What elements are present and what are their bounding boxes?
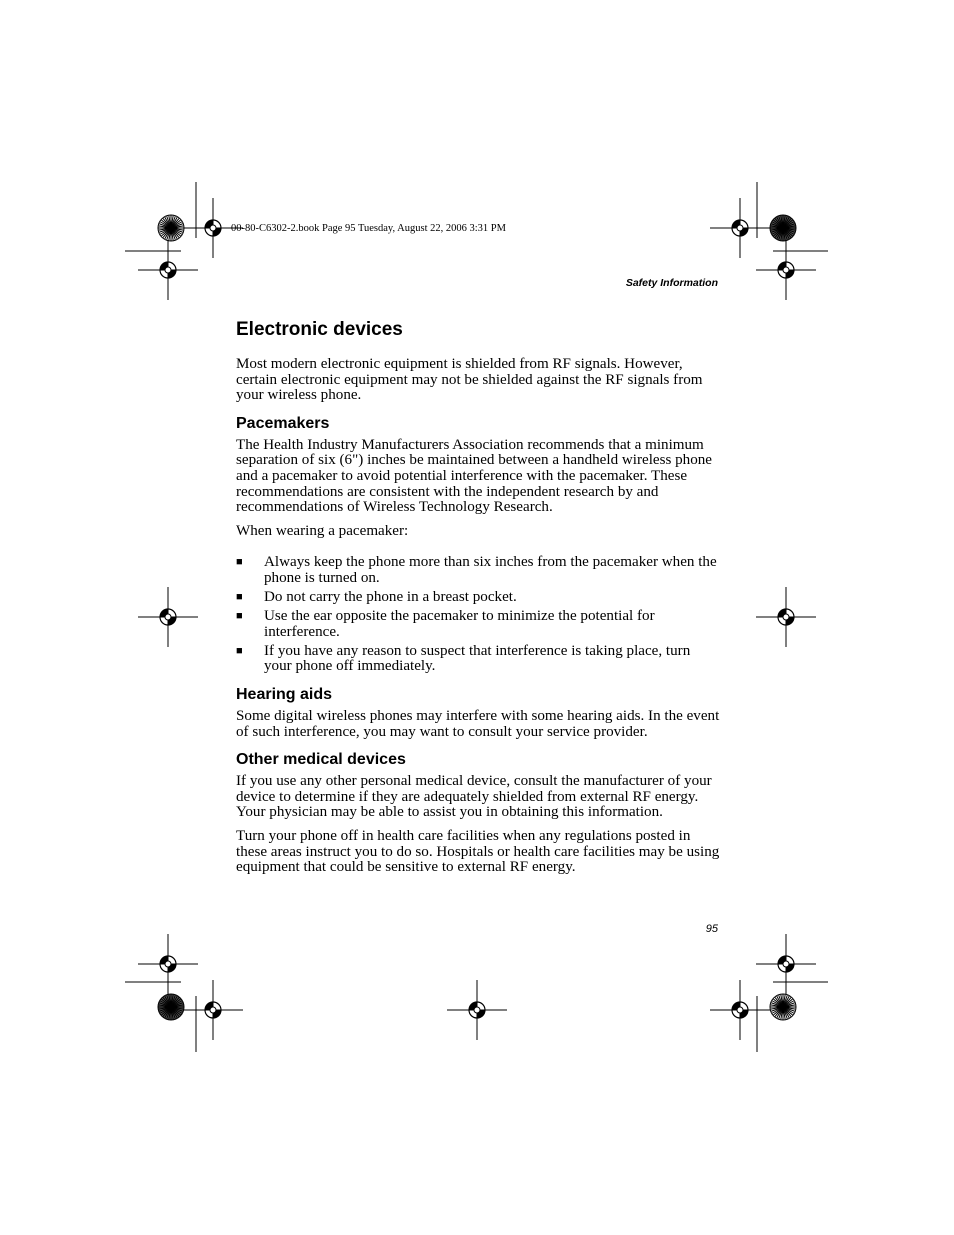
pacemakers-intro-list: When wearing a pacemaker: — [236, 522, 409, 539]
bullet-icon: ■ — [236, 556, 243, 569]
running-head: Safety Information — [625, 277, 718, 289]
registration-center — [165, 267, 171, 273]
starburst-center — [781, 226, 785, 230]
hearing-aids-heading: Hearing aids — [236, 686, 333, 703]
bullet-icon: ■ — [236, 591, 243, 604]
pacemakers-heading: Pacemakers — [236, 414, 330, 432]
starburst-center — [169, 226, 173, 230]
bullet-icon: ■ — [236, 610, 243, 623]
pacemakers-paragraph: The Health Industry Manufacturers Association recommends that a minimum separation of six (6") inches be maintained between a handheld wireless phone and a pacemaker to avoid potential interference with the pacemaker. These recommendations are consistent with the independent research by and recommendations of Wireless Technology Research. — [236, 436, 713, 516]
list-item: ■ If you have any reason to suspect that interference is taking place, turn your phone off immediately. — [236, 642, 691, 675]
pacemaker-bullet-list — [236, 555, 720, 675]
list-item: ■ Always keep the phone more than six inches from the pacemaker when the phone is turned on. — [236, 554, 717, 586]
intro-paragraph: Most modern electronic equipment is shielded from RF signals. However, certain electronic equipment may not be shielded against the RF signals from your wireless phone. — [236, 356, 703, 404]
list-item: ■ Use the ear opposite the pacemaker to minimize the potential for interference. — [236, 608, 655, 640]
other-medical-paragraph: If you use any other personal medical device, consult the manufacturer of your device to determine if they are adequately shielded from external RF energy. Your physician may be able to assist you in obtaining this information. — [236, 773, 712, 821]
page-title: Electronic devices — [236, 319, 403, 340]
registration-center — [783, 961, 789, 967]
registration-center — [783, 614, 789, 620]
registration-center — [783, 267, 789, 273]
starburst-center — [781, 1005, 785, 1009]
registration-center — [210, 225, 216, 231]
list-item: ■ Do not carry the phone in a breast pocket. — [236, 589, 517, 606]
hearing-aids-paragraph: Some digital wireless phones may interfere with some hearing aids. In the event of such interference, you may want to consult your service provider. — [236, 708, 720, 740]
registration-center — [737, 1007, 743, 1013]
registration-center — [210, 1007, 216, 1013]
bullet-icon: ■ — [236, 644, 243, 657]
other-medical-heading: Other medical devices — [236, 751, 406, 769]
registration-center — [165, 961, 171, 967]
page-content — [236, 318, 720, 876]
registration-center — [474, 1007, 480, 1013]
starburst-center — [169, 1005, 173, 1009]
registration-center — [165, 614, 171, 620]
page-number: 95 — [705, 923, 718, 935]
health-care-paragraph: Turn your phone off in health care facilities when any regulations posted in these areas instruct you to do so. Hospitals or health care facilities may be using equipment that could be sensitive to external RF energy. — [236, 827, 720, 876]
registration-center — [737, 225, 743, 231]
print-header: 00-80-C6302-2.book Page 95 Tuesday, August 22, 2006 3:31 PM — [231, 223, 506, 234]
